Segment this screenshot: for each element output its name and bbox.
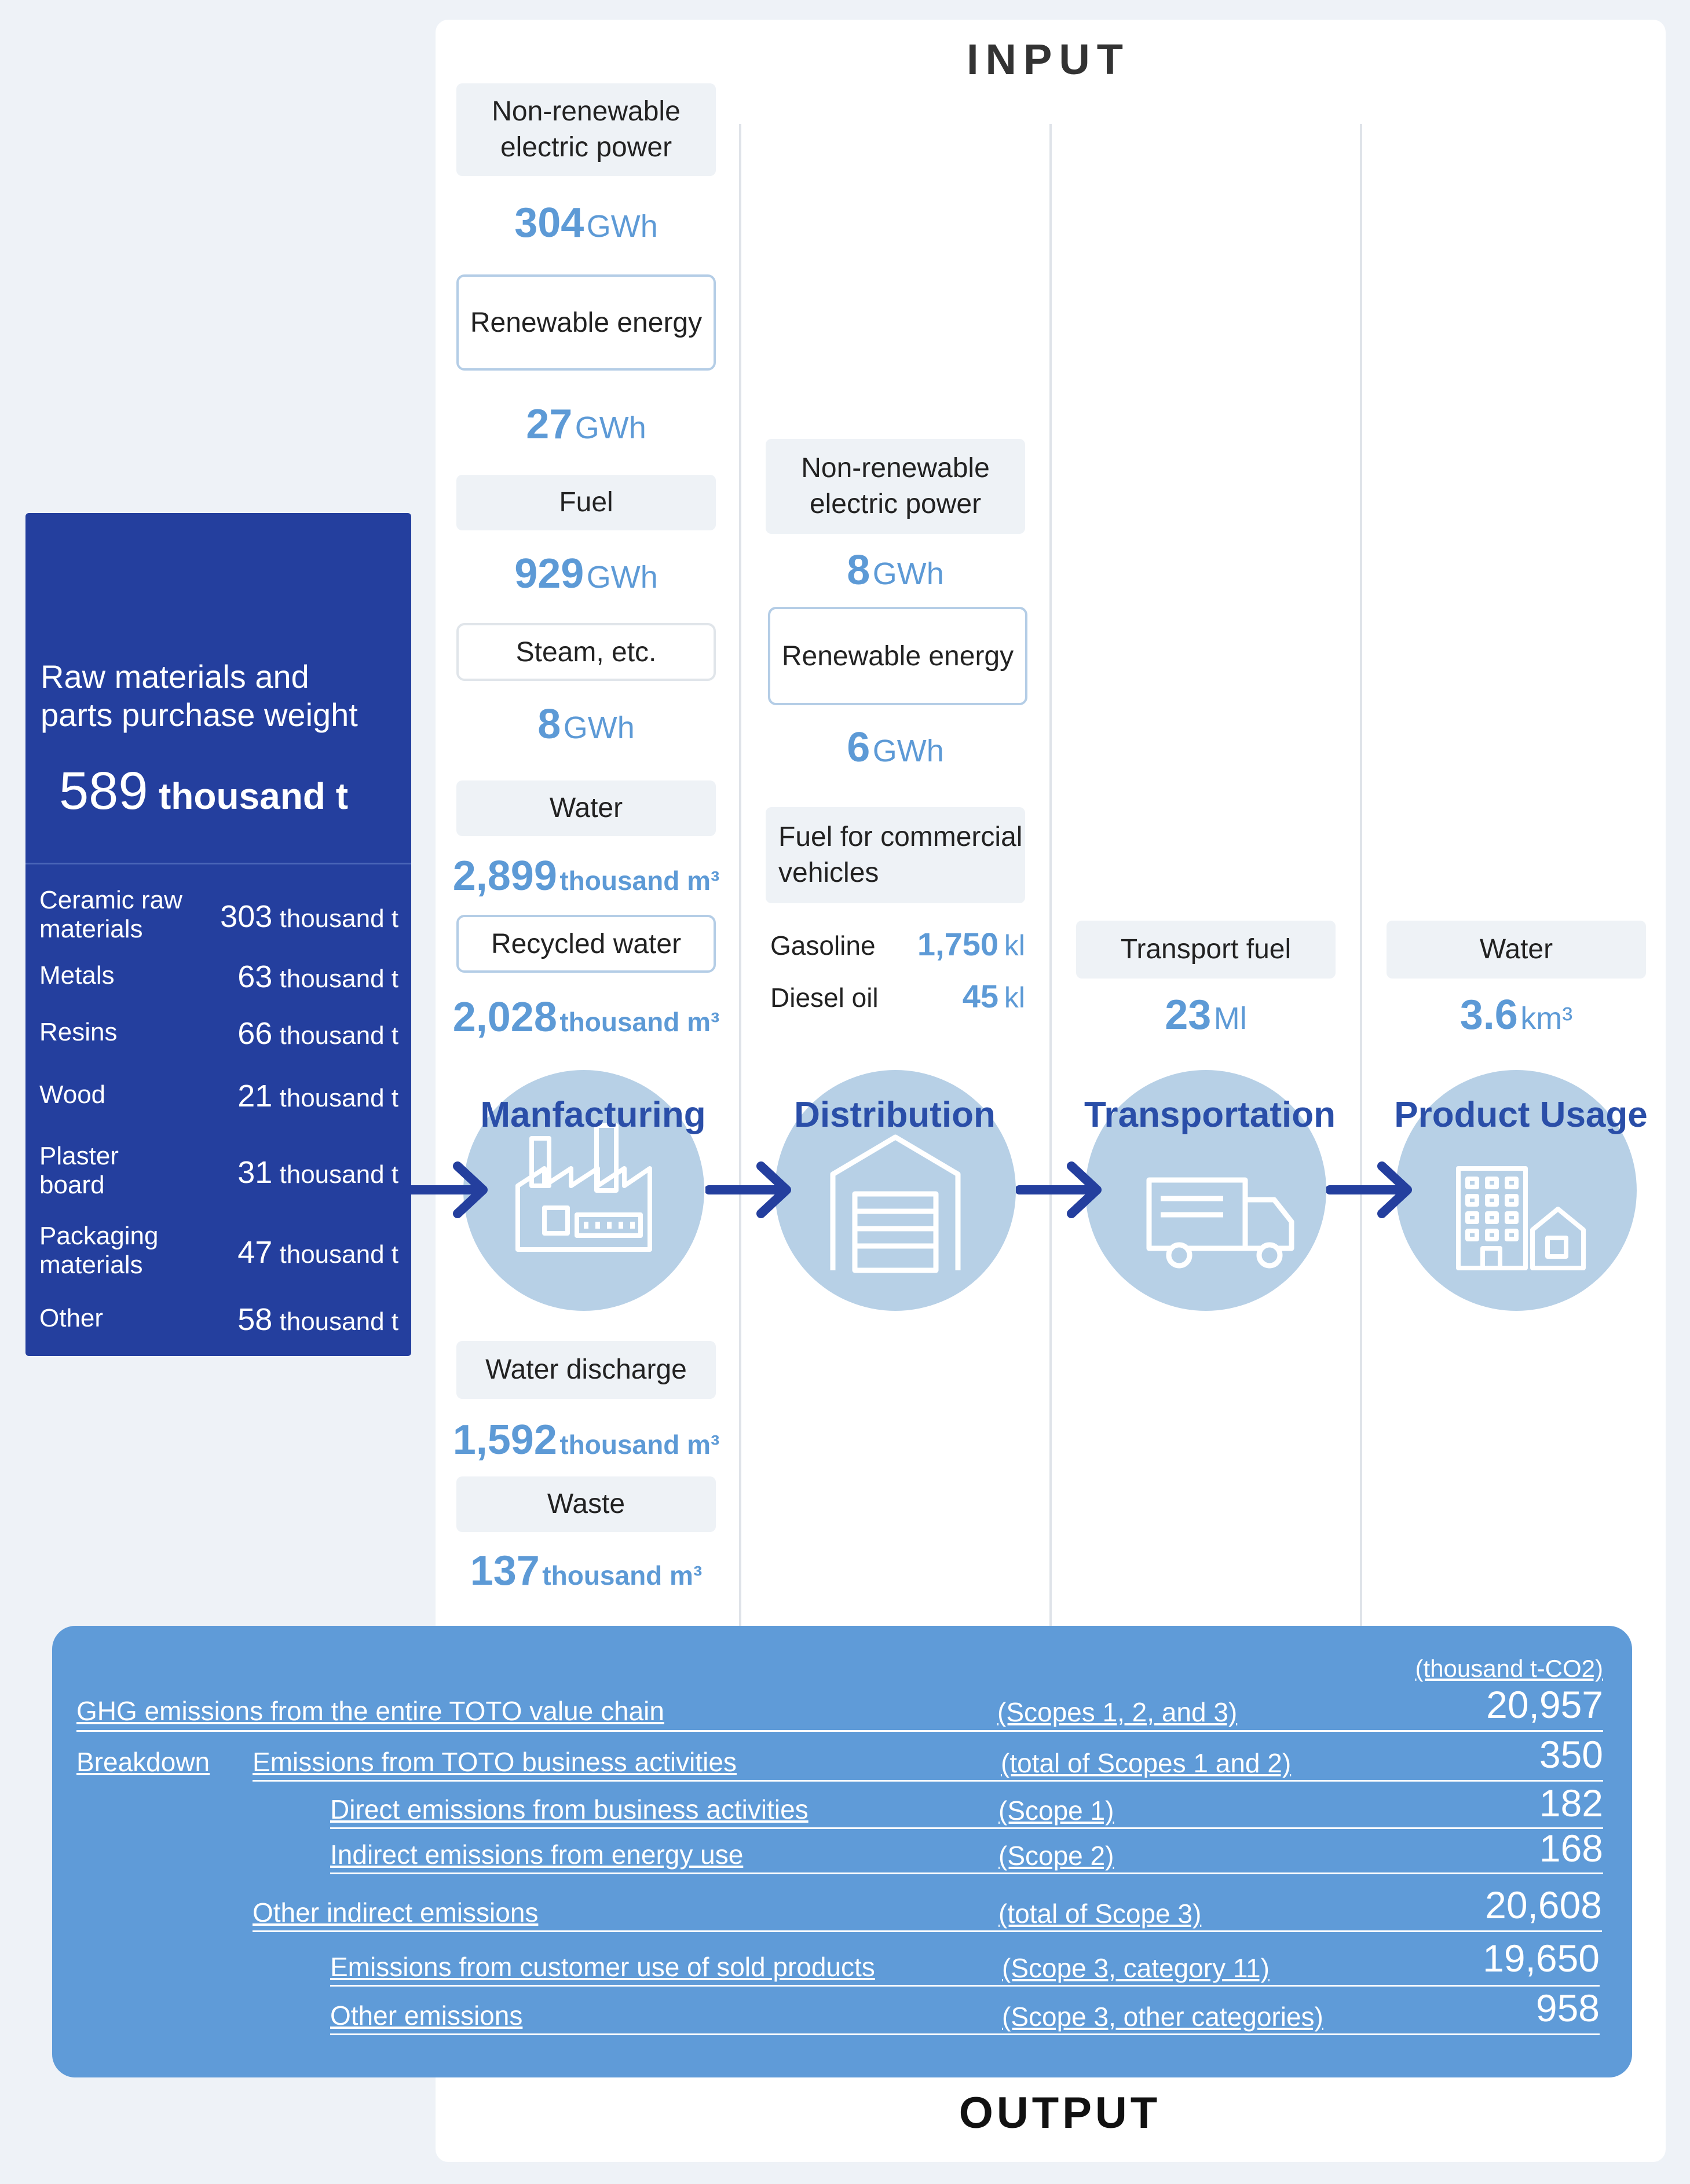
raw-materials-total bbox=[59, 761, 348, 822]
usage-water-value: 3.6 km³ bbox=[1459, 992, 1573, 1038]
raw-material-name: Metals bbox=[39, 961, 115, 990]
stage-label-manufacturing: Manfacturing bbox=[480, 1095, 706, 1135]
ghg-row-value: 168 bbox=[1539, 1827, 1603, 1870]
raw-material-name: Other bbox=[39, 1304, 104, 1332]
column-divider bbox=[1360, 124, 1362, 1629]
ghg-row-scope: (Scopes 1, 2, and 3) bbox=[997, 1697, 1238, 1727]
dist-gasoline-row bbox=[770, 926, 1025, 967]
raw-material-name: Plaster board bbox=[39, 1142, 119, 1199]
input-header: INPUT bbox=[967, 35, 1130, 83]
raw-material-quantity: 303 thousand t bbox=[220, 899, 398, 934]
ghg-emissions-box bbox=[52, 1626, 1632, 2077]
mfg-fuel-value: 929 GWh bbox=[514, 551, 658, 597]
raw-material-row bbox=[39, 1304, 398, 1339]
mfg-water-value: 2,899 thousand m³ bbox=[452, 853, 720, 899]
usage-water-label: Water bbox=[1387, 921, 1646, 979]
arrow-right-icon bbox=[705, 1158, 792, 1222]
raw-material-name: Wood bbox=[39, 1080, 106, 1109]
ghg-row-rule bbox=[330, 1985, 1600, 1987]
mfg-recycled-water-value: 2,028 thousand m³ bbox=[452, 994, 720, 1040]
raw-material-quantity: 66 thousand t bbox=[237, 1016, 398, 1051]
ghg-row-rule bbox=[253, 1930, 1602, 1932]
output-header: OUTPUT bbox=[959, 2088, 1161, 2138]
raw-materials-title bbox=[41, 658, 358, 734]
trans-fuel-label: Transport fuel bbox=[1076, 921, 1336, 979]
column-divider bbox=[739, 124, 741, 1629]
mfg-steam-label: Steam, etc. bbox=[456, 623, 716, 681]
stage-label-transportation: Transportation bbox=[1084, 1095, 1336, 1135]
raw-material-quantity: 21 thousand t bbox=[237, 1079, 398, 1113]
dist-diesel-row bbox=[770, 979, 1025, 1019]
ghg-row-scope: (total of Scopes 1 and 2) bbox=[1001, 1748, 1292, 1778]
raw-material-row bbox=[39, 1018, 398, 1053]
raw-materials-title-line: parts purchase weight bbox=[41, 697, 358, 733]
mfg-renewable-value: 27 GWh bbox=[526, 401, 646, 448]
raw-material-row bbox=[39, 1142, 398, 1200]
mfg-recycled-water-label: Recycled water bbox=[456, 915, 716, 973]
ghg-row-value: 182 bbox=[1539, 1782, 1603, 1824]
ghg-row-label: Other indirect emissions bbox=[253, 1897, 539, 1928]
ghg-row-value: 20,957 bbox=[1486, 1683, 1603, 1726]
ghg-row-value: 350 bbox=[1539, 1733, 1603, 1776]
ghg-breakdown-label: Breakdown bbox=[76, 1747, 210, 1777]
column-divider bbox=[1049, 124, 1052, 1629]
stage-label-distribution: Distribution bbox=[794, 1095, 996, 1135]
raw-material-row bbox=[39, 1080, 398, 1115]
house-icon bbox=[1532, 1209, 1583, 1268]
raw-material-row bbox=[39, 1222, 398, 1280]
mfg-renewable-label: Renewable energy bbox=[456, 274, 716, 371]
dist-diesel-label: Diesel oil bbox=[770, 983, 879, 1013]
ghg-row-value: 958 bbox=[1535, 1987, 1600, 2029]
ghg-row-scope: (Scope 2) bbox=[998, 1841, 1114, 1871]
ghg-row-label: Emissions from customer use of sold products bbox=[330, 1952, 875, 1982]
dist-renewable-label: Renewable energy bbox=[768, 607, 1027, 705]
arrow-right-icon bbox=[402, 1158, 489, 1222]
ghg-row-rule bbox=[253, 1780, 1603, 1782]
ghg-row-rule bbox=[330, 1872, 1603, 1874]
ghg-row-label: Direct emissions from business activities bbox=[330, 1794, 809, 1824]
raw-materials-divider bbox=[25, 863, 411, 864]
mfg-fuel-label: Fuel bbox=[456, 475, 716, 530]
raw-materials-total-unit: thousand t bbox=[158, 775, 349, 817]
raw-material-name: Packaging materials bbox=[39, 1222, 159, 1279]
dist-diesel-value: 45 bbox=[962, 978, 998, 1014]
raw-materials-title-line: Raw materials and bbox=[41, 658, 309, 695]
building-icon bbox=[1458, 1168, 1526, 1268]
arrow-right-icon bbox=[1326, 1158, 1413, 1222]
ghg-row-label: Indirect emissions from energy use bbox=[330, 1839, 744, 1870]
mfg-waste-value: 137 thousand m³ bbox=[470, 1548, 703, 1594]
raw-materials-box bbox=[25, 513, 411, 1356]
mfg-nonrenewable-value: 304 GWh bbox=[514, 200, 658, 246]
ghg-row-rule bbox=[76, 1730, 1603, 1732]
ghg-row-value: 19,650 bbox=[1483, 1937, 1600, 1980]
dist-nonrenewable-label: Non-renewable electric power bbox=[766, 439, 1025, 534]
mfg-waste-label: Waste bbox=[456, 1476, 716, 1532]
ghg-row-label: GHG emissions from the entire TOTO value chain bbox=[76, 1696, 664, 1726]
mfg-water-discharge-value: 1,592 thousand m³ bbox=[452, 1417, 720, 1463]
raw-materials-total-value: 589 bbox=[59, 761, 148, 820]
raw-material-name: Resins bbox=[39, 1018, 118, 1046]
ghg-row-scope: (Scope 3, category 11) bbox=[1002, 1953, 1270, 1983]
mfg-steam-value: 8 GWh bbox=[537, 701, 635, 747]
ghg-row-label: Other emissions bbox=[330, 2000, 523, 2031]
dist-gasoline-unit: kl bbox=[1004, 929, 1025, 962]
raw-material-row bbox=[39, 961, 398, 996]
raw-material-quantity: 47 thousand t bbox=[237, 1235, 398, 1270]
arrow-right-icon bbox=[1016, 1158, 1103, 1222]
raw-material-quantity: 58 thousand t bbox=[237, 1302, 398, 1337]
raw-material-quantity: 31 thousand t bbox=[237, 1155, 398, 1190]
ghg-row-scope: (Scope 1) bbox=[998, 1795, 1114, 1826]
raw-material-row bbox=[39, 886, 398, 944]
ghg-row-scope: (total of Scope 3) bbox=[998, 1899, 1202, 1929]
dist-gasoline-label: Gasoline bbox=[770, 930, 876, 961]
dist-diesel-unit: kl bbox=[1004, 981, 1025, 1014]
dist-nonrenewable-value: 8 GWh bbox=[847, 547, 944, 593]
dist-renewable-value: 6 GWh bbox=[847, 724, 944, 771]
dist-fuel-label: Fuel for commercial vehicles bbox=[766, 807, 1025, 903]
raw-material-name: Ceramic raw materials bbox=[39, 886, 182, 943]
trans-fuel-value: 23 Ml bbox=[1165, 992, 1247, 1038]
dist-gasoline-value: 1,750 bbox=[917, 926, 998, 962]
ghg-row-rule bbox=[330, 1827, 1603, 1829]
ghg-unit-note: (thousand t-CO2) bbox=[1415, 1655, 1603, 1682]
mfg-nonrenewable-label: Non-renewable electric power bbox=[456, 83, 716, 176]
ghg-row-rule bbox=[330, 2033, 1600, 2035]
raw-material-quantity: 63 thousand t bbox=[237, 959, 398, 994]
ghg-row-value: 20,608 bbox=[1485, 1883, 1602, 1926]
mfg-water-label: Water bbox=[456, 780, 716, 836]
ghg-row-scope: (Scope 3, other categories) bbox=[1002, 2002, 1323, 2032]
stage-label-product-usage: Product Usage bbox=[1394, 1095, 1648, 1135]
ghg-row-label: Emissions from TOTO business activities bbox=[253, 1747, 737, 1777]
mfg-water-discharge-label: Water discharge bbox=[456, 1341, 716, 1399]
